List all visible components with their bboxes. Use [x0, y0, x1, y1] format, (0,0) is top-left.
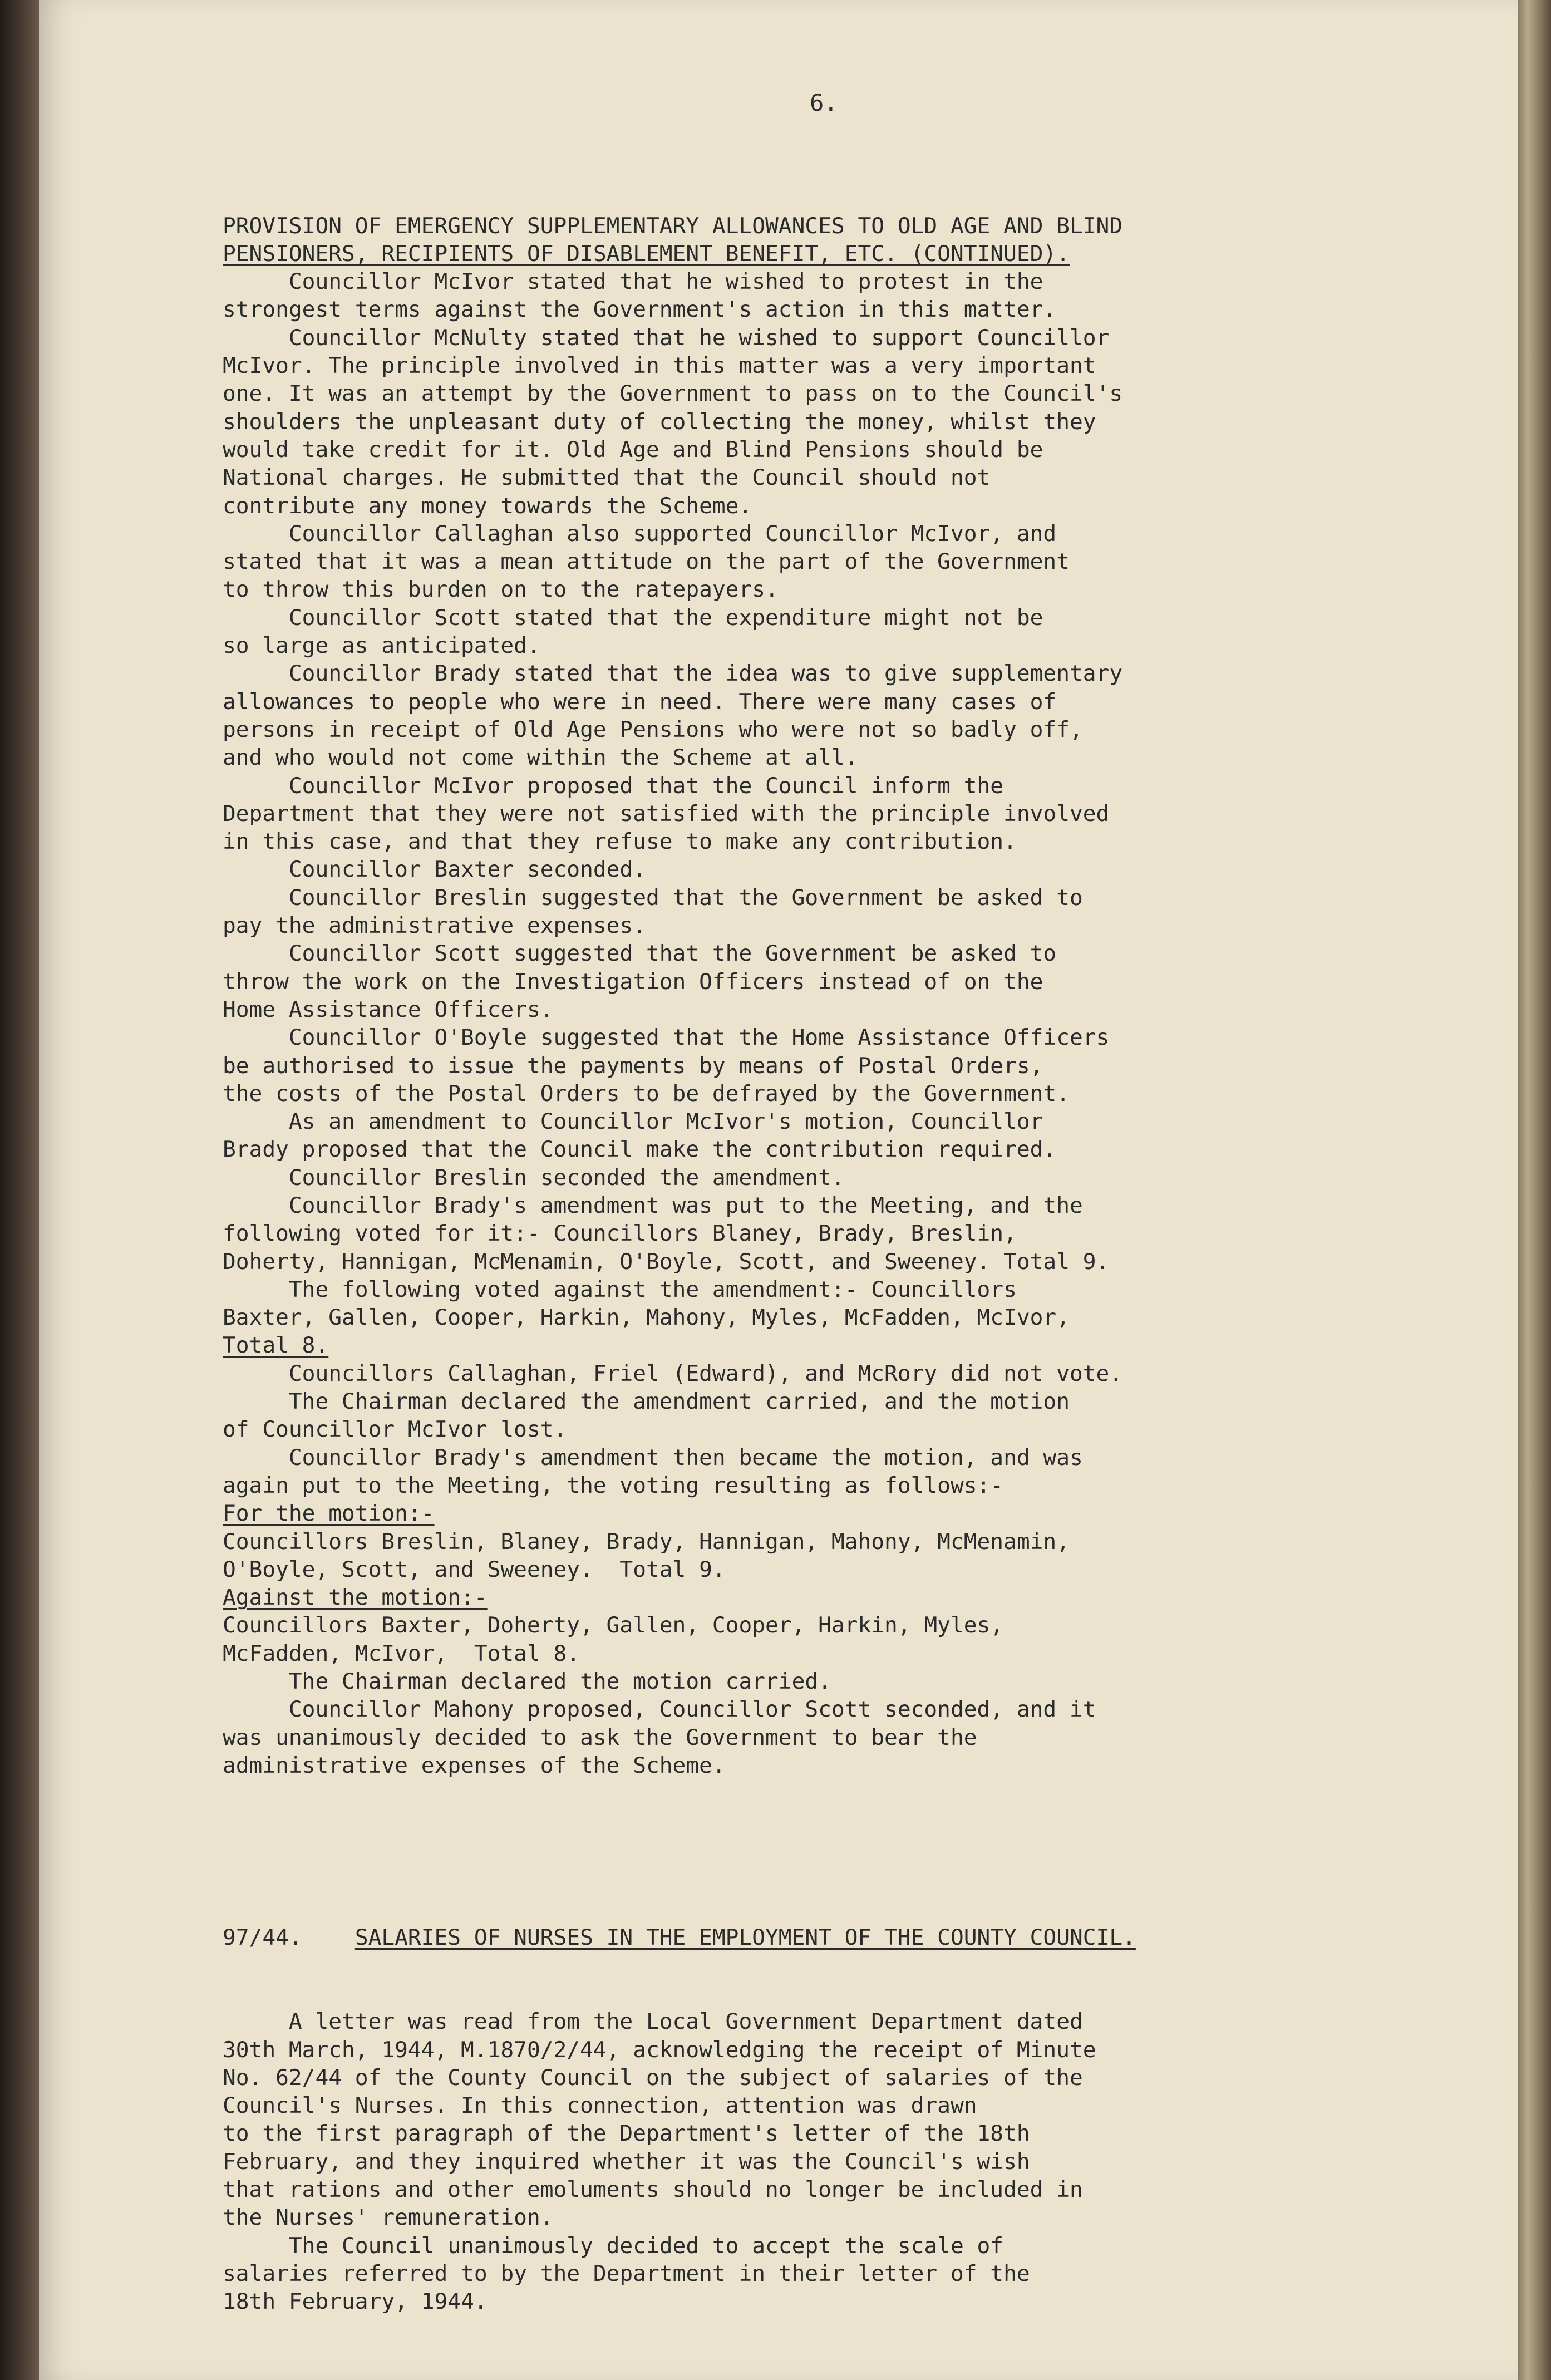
- text-line-content: be authorised to issue the payments by means of Postal Orders,: [223, 1053, 1043, 1079]
- text-line: [223, 352, 1425, 380]
- text-line: [223, 1668, 1425, 1695]
- text-line-content: Baxter, Gallen, Cooper, Harkin, Mahony, Myles, McFadden, McIvor,: [223, 1305, 1070, 1331]
- text-line-content: following voted for it:- Councillors Blaney, Brady, Breslin,: [223, 1221, 1017, 1247]
- book-spine-left: [0, 0, 39, 2380]
- text-line: [223, 632, 1425, 660]
- text-line-content: Councillor Brady stated that the idea was to give supplementary: [223, 661, 1123, 687]
- text-line-content: strongest terms against the Government's action in this matter.: [223, 297, 1057, 323]
- text-line: [223, 1360, 1425, 1388]
- section-title: SALARIES OF NURSES IN THE EMPLOYMENT OF THE COUNTY COUNCIL.: [354, 1925, 1136, 1951]
- section-text-line: February, and they inquired whether it was the Council's wish: [223, 2148, 1030, 2175]
- text-line: [223, 744, 1425, 771]
- text-line: [223, 1024, 1425, 1051]
- text-line: [223, 1611, 1425, 1639]
- text-line-content: Councillors Breslin, Blaney, Brady, Hannigan, Mahony, McMenamin,: [223, 1528, 1070, 1555]
- text-line-content: Councillor Brady's amendment then became the motion, and was: [223, 1444, 1083, 1471]
- minute-number: 97/44.: [223, 1925, 302, 1951]
- text-line-content: National charges. He submitted that the Council should not: [223, 465, 991, 491]
- text-line: [223, 828, 1425, 855]
- text-line: [223, 548, 1425, 576]
- text-line-content: Councillor Callaghan also supported Councillor McIvor, and: [223, 520, 1057, 547]
- text-line: [223, 1752, 1425, 1779]
- text-line: [223, 1444, 1425, 1472]
- text-line: [223, 1724, 1425, 1752]
- text-line-content: Councillors Callaghan, Friel (Edward), and McRory did not vote.: [223, 1360, 1123, 1386]
- text-line-content: in this case, and that they refuse to make any contribution.: [223, 829, 1017, 855]
- section-text-line: A letter was read from the Local Government Department dated: [223, 2009, 1083, 2035]
- text-line-content: Councillor McIvor proposed that the Council inform the: [223, 773, 1004, 799]
- text-line: [223, 1052, 1425, 1080]
- section-text-line: The Council unanimously decided to accept the scale of: [223, 2233, 1004, 2259]
- text-line: [223, 1415, 1425, 1443]
- section-text-line: that rations and other emoluments should no longer be included in: [223, 2177, 1083, 2203]
- section-text-line: salaries referred to by the Department in their letter of the: [223, 2260, 1030, 2286]
- section-body: [223, 2008, 1425, 2315]
- text-line-content: Councillor Baxter seconded.: [223, 857, 646, 883]
- text-line-content: would take credit for it. Old Age and Blind Pensions should be: [223, 436, 1043, 463]
- text-line: [223, 436, 1425, 464]
- text-line-content: administrative expenses of the Scheme.: [223, 1752, 726, 1778]
- text-line: [223, 1640, 1425, 1668]
- section-text-line: the Nurses' remuneration.: [223, 2205, 554, 2231]
- text-line: [223, 492, 1425, 520]
- text-line: [223, 996, 1425, 1024]
- section-text-line: 18th February, 1944.: [223, 2289, 488, 2315]
- text-line: [223, 380, 1425, 407]
- text-line-content: For the motion:-: [223, 1501, 435, 1527]
- text-line: [223, 268, 1425, 296]
- text-line-content: PENSIONERS, RECIPIENTS OF DISABLEMENT BENEFIT, ETC. (CONTINUED).: [223, 240, 1070, 267]
- text-line-content: to throw this burden on to the ratepayers.: [223, 577, 779, 603]
- text-line-content: The Chairman declared the amendment carried, and the motion: [223, 1389, 1070, 1415]
- text-line-content: contribute any money towards the Scheme.: [223, 493, 752, 519]
- section-text-line: No. 62/44 of the County Council on the subject of salaries of the: [223, 2064, 1083, 2091]
- text-line: [223, 576, 1425, 603]
- text-line: [223, 800, 1425, 828]
- text-line: [223, 716, 1425, 744]
- text-line-content: again put to the Meeting, the voting resulting as follows:-: [223, 1472, 1004, 1498]
- text-line: [223, 1528, 1425, 1556]
- text-line-content: Councillors Baxter, Doherty, Gallen, Cooper, Harkin, Myles,: [223, 1612, 1004, 1639]
- text-line-content: Councillor Breslin suggested that the Government be asked to: [223, 884, 1083, 911]
- text-line-content: Against the motion:-: [223, 1585, 488, 1611]
- text-line: [223, 1304, 1425, 1331]
- text-line-content: Councillor Scott stated that the expenditure might not be: [223, 604, 1043, 631]
- text-line: [223, 1108, 1425, 1135]
- text-line-content: one. It was an attempt by the Government to pass on to the Council's: [223, 381, 1123, 407]
- text-line-content: shoulders the unpleasant duty of collecting the money, whilst they: [223, 409, 1096, 435]
- text-line: [223, 1331, 1425, 1359]
- text-line: [223, 1219, 1425, 1247]
- section-heading: [223, 1924, 1425, 1951]
- text-line-content: O'Boyle, Scott, and Sweeney. Total 9.: [223, 1556, 726, 1582]
- section-text-line: Council's Nurses. In this connection, attention was drawn: [223, 2093, 977, 2119]
- text-line: [223, 464, 1425, 491]
- text-line-content: McIvor. The principle involved in this matter was a very important: [223, 353, 1096, 379]
- text-line-content: of Councillor McIvor lost.: [223, 1417, 567, 1443]
- text-line-content: Brady proposed that the Council make the contribution required.: [223, 1137, 1057, 1163]
- text-line: [223, 688, 1425, 716]
- text-line: [223, 940, 1425, 967]
- text-line: [223, 1499, 1425, 1527]
- text-line: [223, 884, 1425, 912]
- minutes-text: [223, 156, 1425, 2372]
- text-line-content: Home Assistance Officers.: [223, 996, 554, 1022]
- text-line-content: Doherty, Hannigan, McMenamin, O'Boyle, Scott, and Sweeney. Total 9.: [223, 1248, 1110, 1275]
- continued-section: [223, 212, 1425, 1780]
- text-line: [223, 1135, 1425, 1163]
- text-line: [223, 212, 1425, 240]
- text-line: [223, 296, 1425, 323]
- text-line-content: The following voted against the amendment:- Councillors: [223, 1276, 1017, 1302]
- text-line: [223, 604, 1425, 632]
- document-page: [39, 0, 1518, 2380]
- text-line: [223, 1584, 1425, 1611]
- text-line-content: Total 8.: [223, 1332, 329, 1359]
- text-line: [223, 1080, 1425, 1108]
- text-line-content: Councillor McIvor stated that he wished to protest in the: [223, 269, 1043, 295]
- text-line: [223, 912, 1425, 940]
- text-line: [223, 324, 1425, 352]
- section-text-line: 30th March, 1944, M.1870/2/44, acknowledging the receipt of Minute: [223, 2037, 1096, 2063]
- text-line-content: persons in receipt of Old Age Pensions who were not so badly off,: [223, 716, 1083, 742]
- text-line: [223, 1248, 1425, 1276]
- text-line-content: Councillor McNulty stated that he wished to support Councillor: [223, 324, 1110, 351]
- text-line-content: Councillor Breslin seconded the amendment.: [223, 1164, 845, 1191]
- text-line: [223, 968, 1425, 996]
- text-line-content: was unanimously decided to ask the Government to bear the: [223, 1724, 977, 1750]
- text-line-content: As an amendment to Councillor McIvor's motion, Councillor: [223, 1109, 1043, 1135]
- text-line: [223, 1388, 1425, 1415]
- text-line-content: throw the work on the Investigation Officers instead of on the: [223, 968, 1043, 995]
- text-line-content: pay the administrative expenses.: [223, 913, 646, 939]
- text-line-content: PROVISION OF EMERGENCY SUPPLEMENTARY ALLOWANCES TO OLD AGE AND BLIND: [223, 213, 1123, 239]
- text-line-content: Councillor Brady's amendment was put to the Meeting, and the: [223, 1192, 1083, 1218]
- text-line-content: McFadden, McIvor, Total 8.: [223, 1640, 580, 1666]
- text-line: [223, 1695, 1425, 1723]
- text-line: [223, 240, 1425, 268]
- text-line-content: allowances to people who were in need. There were many cases of: [223, 689, 1057, 715]
- text-line-content: stated that it was a mean attitude on the part of the Government: [223, 549, 1070, 575]
- text-line: [223, 660, 1425, 687]
- text-line-content: the costs of the Postal Orders to be defrayed by the Government.: [223, 1080, 1070, 1107]
- page-number: 6.: [810, 89, 838, 116]
- text-line-content: so large as anticipated.: [223, 633, 540, 659]
- text-line: [223, 408, 1425, 436]
- text-line-content: Councillor Scott suggested that the Government be asked to: [223, 941, 1057, 967]
- section-text-line: to the first paragraph of the Department's letter of the 18th: [223, 2121, 1030, 2147]
- text-line: [223, 1164, 1425, 1192]
- text-line-content: The Chairman declared the motion carried.: [223, 1669, 831, 1695]
- text-line-content: Councillor O'Boyle suggested that the Home Assistance Officers: [223, 1025, 1110, 1051]
- text-line-content: and who would not come within the Scheme at all.: [223, 745, 858, 771]
- text-line: [223, 772, 1425, 800]
- text-line: [223, 1556, 1425, 1584]
- text-line: [223, 1276, 1425, 1304]
- text-line: [223, 855, 1425, 883]
- text-line: [223, 1192, 1425, 1219]
- book-edge-right: [1518, 0, 1551, 2380]
- section-spacer: [223, 1836, 1425, 1868]
- text-line: [223, 1472, 1425, 1499]
- text-line-content: Councillor Mahony proposed, Councillor Scott seconded, and it: [223, 1697, 1096, 1723]
- text-line-content: Department that they were not satisfied with the principle involved: [223, 800, 1110, 827]
- text-line: [223, 520, 1425, 548]
